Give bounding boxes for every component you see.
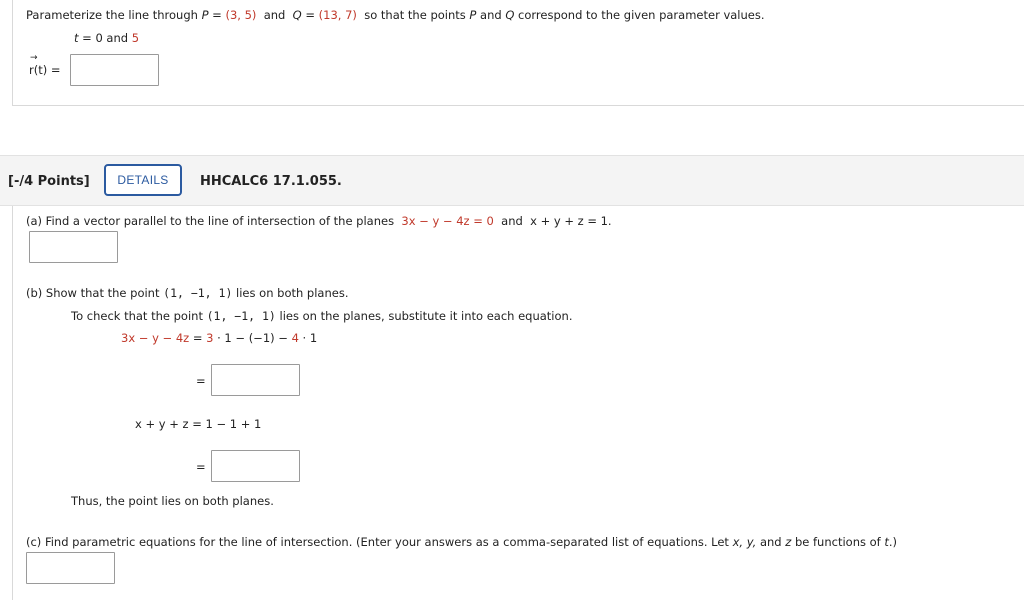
check-instruction — [71, 309, 573, 323]
var-t: t — [884, 535, 889, 549]
prompt-p: P — [469, 8, 477, 22]
part-b-suffix: lies on both planes. — [236, 286, 349, 300]
t-eq-text: = 0 and — [82, 31, 129, 45]
point-q-value: (13, 7) — [318, 8, 357, 22]
check-prefix: To check that the point — [71, 309, 203, 323]
problem1-prompt: Parameterize the line through P = (3, 5) and Q = (13, 7) so that the points P and Q correspond to the given parameter values. — [26, 8, 765, 22]
be-text: be functions of — [794, 535, 881, 549]
point-p-label: P — [201, 8, 209, 22]
and-text: and — [759, 535, 782, 549]
r-label-text: r(t) = — [29, 63, 61, 77]
and-text: and — [263, 8, 286, 22]
eq1-end: · 1 — [298, 331, 318, 345]
prompt-and: and — [480, 8, 502, 22]
prompt-text-b: so that the points — [364, 8, 466, 22]
r-of-t-answer-input[interactable] — [70, 54, 159, 86]
r-of-t-label — [29, 53, 61, 77]
equation2-answer-input[interactable] — [211, 450, 300, 482]
part-b-text: (b) Show that the point — [26, 286, 160, 300]
points-label: [-/4 Points] — [8, 174, 90, 189]
vector-arrow-icon: → — [30, 53, 38, 63]
point-p-value: (3, 5) — [225, 8, 257, 22]
var-y: y, — [746, 535, 757, 549]
t-label: t — [74, 31, 79, 45]
point-value: (1, −1, 1) — [163, 286, 233, 300]
part-c-end: .) — [888, 535, 898, 549]
part-a-answer-input[interactable] — [29, 231, 118, 263]
t-value: 5 — [131, 31, 140, 45]
part-a-text: (a) Find a vector parallel to the line of intersection of the planes — [26, 214, 395, 228]
equation2-row: x + y + z = 1 − 1 + 1 — [135, 417, 262, 431]
prompt-text: Parameterize the line through — [26, 8, 198, 22]
details-button[interactable]: DETAILS — [104, 164, 182, 196]
equation1-row: 3x − y − 4z = 3 · 1 − (−1) − 4 · 1 — [121, 331, 318, 345]
eq1-coef-c: 4 — [291, 331, 299, 345]
plane2-equation: x + y + z = 1. — [530, 214, 612, 228]
problem-id: HHCALC6 17.1.055. — [200, 174, 342, 189]
prompt-q: Q — [505, 8, 515, 22]
part-c-prompt — [26, 535, 897, 549]
check-point: (1, −1, 1) — [206, 309, 276, 323]
equation2-lhs: x + y + z — [135, 417, 189, 431]
equals-sign: = — [196, 460, 206, 474]
equation1-answer-input[interactable] — [211, 364, 300, 396]
equation1-lhs: 3x − y − 4z — [121, 331, 190, 345]
var-z: z — [785, 535, 792, 549]
problem-header — [0, 155, 1024, 206]
var-x: x, — [732, 535, 744, 549]
prompt-text-c: correspond to the given parameter values. — [518, 8, 765, 22]
part-b-prompt — [26, 286, 348, 300]
and-text: and — [501, 214, 523, 228]
eq1-coef-a: 3 — [206, 331, 214, 345]
equals-sign: = — [196, 374, 206, 388]
part-c-text: (c) Find parametric equations for the line of intersection. (Enter your answers as a comma-separated list of equations. Let — [26, 535, 729, 549]
equation2-rhs: 1 − 1 + 1 — [205, 417, 262, 431]
part-a-prompt — [26, 214, 612, 228]
check-suffix: lies on the planes, substitute it into each equation. — [279, 309, 573, 323]
point-q-label: Q — [292, 8, 302, 22]
part-b-conclusion: Thus, the point lies on both planes. — [71, 494, 274, 508]
parameter-values — [74, 31, 139, 45]
part-c-answer-input[interactable] — [26, 552, 115, 584]
eq1-middle: · 1 − (−1) − — [213, 331, 292, 345]
plane1-equation: 3x − y − 4z = 0 — [401, 214, 494, 228]
